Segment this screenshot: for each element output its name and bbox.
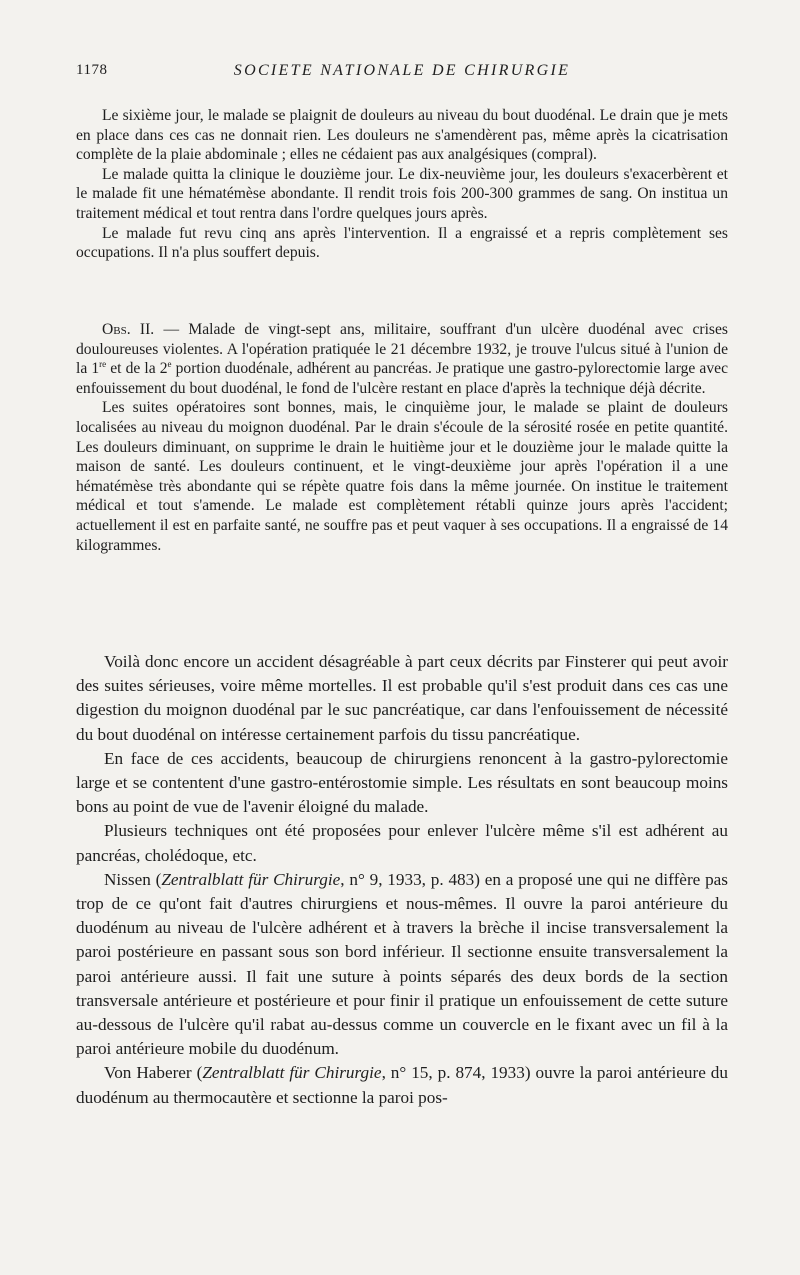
observation-1-continuation: [76, 106, 728, 263]
paragraph: Le malade quitta la clinique le douzième jour. Le dix-neuvième jour, les douleurs s'exacerbèrent et le malade fit une hématémèse abondante. Il rendit trois fois 200-300 grammes de sang. On institua un traitement médical et tout rentra dans l'ordre quelques jours après.: [76, 165, 728, 222]
superscript: re: [99, 359, 107, 370]
text-run: Von Haberer (: [104, 1063, 203, 1083]
observation-2: [76, 320, 728, 555]
text-run: portion duodénale, adhérent au pancréas. Je pratique une gastro-pylorectomie large avec enfouissement du bout duodénal, le fond de l'ulcère restant en place d'après la technique déjà décrite.: [76, 360, 728, 397]
main-text: [76, 650, 728, 1110]
paragraph: [76, 320, 728, 398]
text-run: , n° 15, p. 874, 1933) ouvre la paroi antérieure du duodénum au thermocautère et sectionne la paroi pos-: [76, 1063, 728, 1107]
running-title: SOCIETE NATIONALE DE CHIRURGIE: [233, 62, 571, 79]
paragraph: Le malade fut revu cinq ans après l'intervention. Il a engraissé et a repris complètement ses occupations. Il n'a plus souffert depuis.: [76, 224, 728, 262]
text-run: et de la 2: [106, 360, 168, 378]
text-run: , n° 9, 1933, p. 483) en a proposé une qui ne diffère pas trop de ce qu'ont fait d'autres chirurgiens et nous-mêmes. Il ouvre la paroi antérieure du duodénum au niveau de l'ulcère adhérent et à travers la brèche il incise transversalement la paroi postérieure en passant sous son bord inférieur. Il sectionne ensuite transversalement la paroi antérieure aussi. Il fait une suture à points séparés des deux bords de la section transversale antérieure et postérieure et pour finir il pratique un enfouissement de cette suture au-dessous de l'ulcère qu'il rabat au-dessus comme un couvercle en le fixant avec un fil à la paroi antérieure mobile du duodénum.: [76, 869, 728, 1059]
page-number: 1178: [76, 62, 108, 78]
paragraph: Le sixième jour, le malade se plaignit de douleurs au niveau du bout duodénal. Le drain que je mets en place dans ces cas ne donnait rien. Les douleurs ne s'amendèrent pas, même après la cicatrisation complète de la plaie abdominale ; elles ne cédaient pas aux analgésiques (compral).: [76, 107, 728, 164]
paragraph: En face de ces accidents, beaucoup de chirurgiens renoncent à la gastro-pylorectomie large et se contentent d'une gastro-entérostomie simple. Les résultats en sont beaucoup moins bons au point de vue de l'avenir éloigné du malade.: [76, 748, 728, 817]
paragraph: Voilà donc encore un accident désagréable à part ceux décrits par Finsterer qui peut avoir des suites sérieuses, voire même mortelles. Il est probable qu'il s'est produit dans ces cas une digestion du moignon duodénal par le suc pancréatique, car dans l'enfouissement de nécessité du bout duodénal on intéresse certainement parfois du tissu pancréatique.: [76, 652, 728, 744]
page-header: [76, 62, 728, 86]
journal-citation: Zentralblatt für Chirurgie: [161, 869, 341, 889]
paragraph: [76, 868, 728, 1062]
paragraph: Plusieurs techniques ont été proposées pour enlever l'ulcère même s'il est adhérent au pancréas, cholédoque, etc.: [76, 821, 728, 865]
text-run: — Malade de vingt-sept ans, militaire, souffrant d'un ulcère duodénal avec crises douloureuses violentes. A l'opération pratiquée le 21 décembre 1932, je trouve l'ulcus situé à l'union de la 1: [76, 321, 728, 378]
paragraph: Les suites opératoires sont bonnes, mais, le cinquième jour, le malade se plaint de douleurs localisées au niveau du moignon duodénal. Par le drain s'écoule de la sérosité rosée en petite quantité. Les douleurs diminuant, on supprime le drain le huitième jour et le douzième jour le malade quitte la maison de santé. Les douleurs continuent, et le vingt-deuxième jour après l'opération il a une hématémèse très abondante qui se répète quatre fois dans la même journée. On institue le traitement médical et tout s'amende. Le malade est complètement rétabli quinze jours après l'accident; actuellement il est en parfaite santé, ne souffre pas et peut vaquer à ses occupations. Il a engraissé de 14 kilogrammes.: [76, 399, 728, 554]
observation-label: Obs. II.: [102, 321, 155, 338]
superscript: e: [167, 359, 172, 370]
journal-citation: Zentralblatt für Chirurgie: [202, 1063, 382, 1083]
paragraph: [76, 1061, 728, 1109]
text-run: Nissen (: [104, 869, 162, 889]
